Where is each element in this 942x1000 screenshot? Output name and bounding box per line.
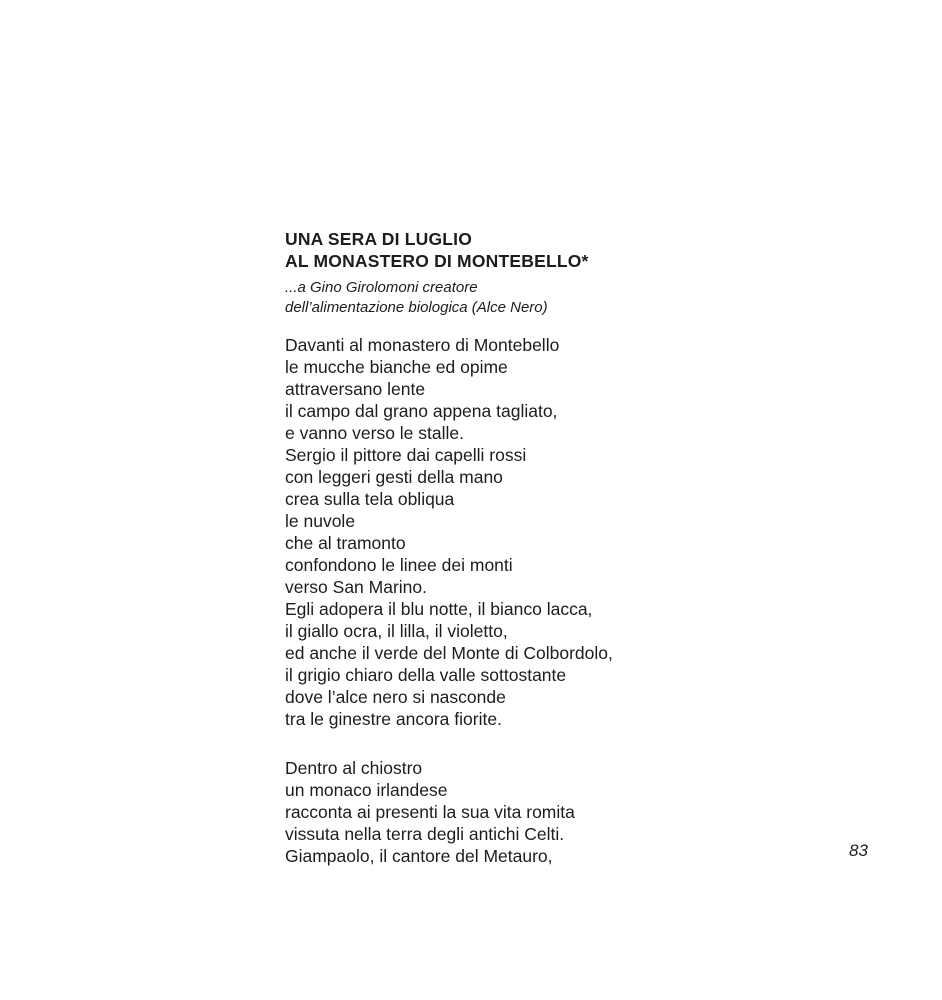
- poem-title-line-2: AL MONASTERO DI MONTEBELLO*: [285, 251, 589, 271]
- poem-line: il giallo ocra, il lilla, il violetto,: [285, 621, 508, 641]
- poem-line: Davanti al monastero di Montebello: [285, 335, 560, 355]
- poem-line: attraversano lente: [285, 379, 426, 399]
- dedication-line-1: ...a Gino Girolomoni creatore: [285, 279, 478, 296]
- poem-line: le nuvole: [285, 511, 356, 531]
- poem-line: racconta ai presenti la sua vita romita: [285, 802, 575, 822]
- poem-line: Giampaolo, il cantore del Metauro,: [285, 846, 553, 866]
- poem-line: crea sulla tela obliqua: [285, 489, 455, 509]
- dedication-line-2: dell’alimentazione biologica (Alce Nero): [285, 298, 548, 316]
- poem-line: un monaco irlandese: [285, 780, 448, 800]
- poem-title-line-1: UNA SERA DI LUGLIO: [285, 229, 473, 249]
- poem-title: [285, 228, 589, 272]
- poem-line: il campo dal grano appena tagliato,: [285, 401, 558, 421]
- poem-line: dove l’alce nero si nasconde: [285, 687, 506, 707]
- poem-line: Dentro al chiostro: [285, 758, 423, 778]
- poem-line: e vanno verso le stalle.: [285, 423, 464, 443]
- poem-line: tra le ginestre ancora fiorite.: [285, 709, 502, 729]
- poem-line: il grigio chiaro della valle sottostante: [285, 665, 567, 685]
- poem-line: con leggeri gesti della mano: [285, 467, 503, 487]
- poem-stanza-2: [285, 757, 575, 867]
- poem-stanza-1: [285, 334, 613, 730]
- poem-line: le mucche bianche ed opime: [285, 357, 508, 377]
- poem-line: ed anche il verde del Monte di Colbordolo,: [285, 643, 613, 663]
- poem-line: Sergio il pittore dai capelli rossi: [285, 445, 527, 465]
- poem-line: Egli adopera il blu notte, il bianco lacca,: [285, 599, 593, 619]
- poem-line: confondono le linee dei monti: [285, 555, 513, 575]
- poem-dedication: [285, 278, 548, 317]
- poem-line: che al tramonto: [285, 533, 406, 553]
- poem-line: vissuta nella terra degli antichi Celti.: [285, 824, 565, 844]
- page-number: 83: [849, 841, 868, 860]
- poem-line: verso San Marino.: [285, 577, 428, 597]
